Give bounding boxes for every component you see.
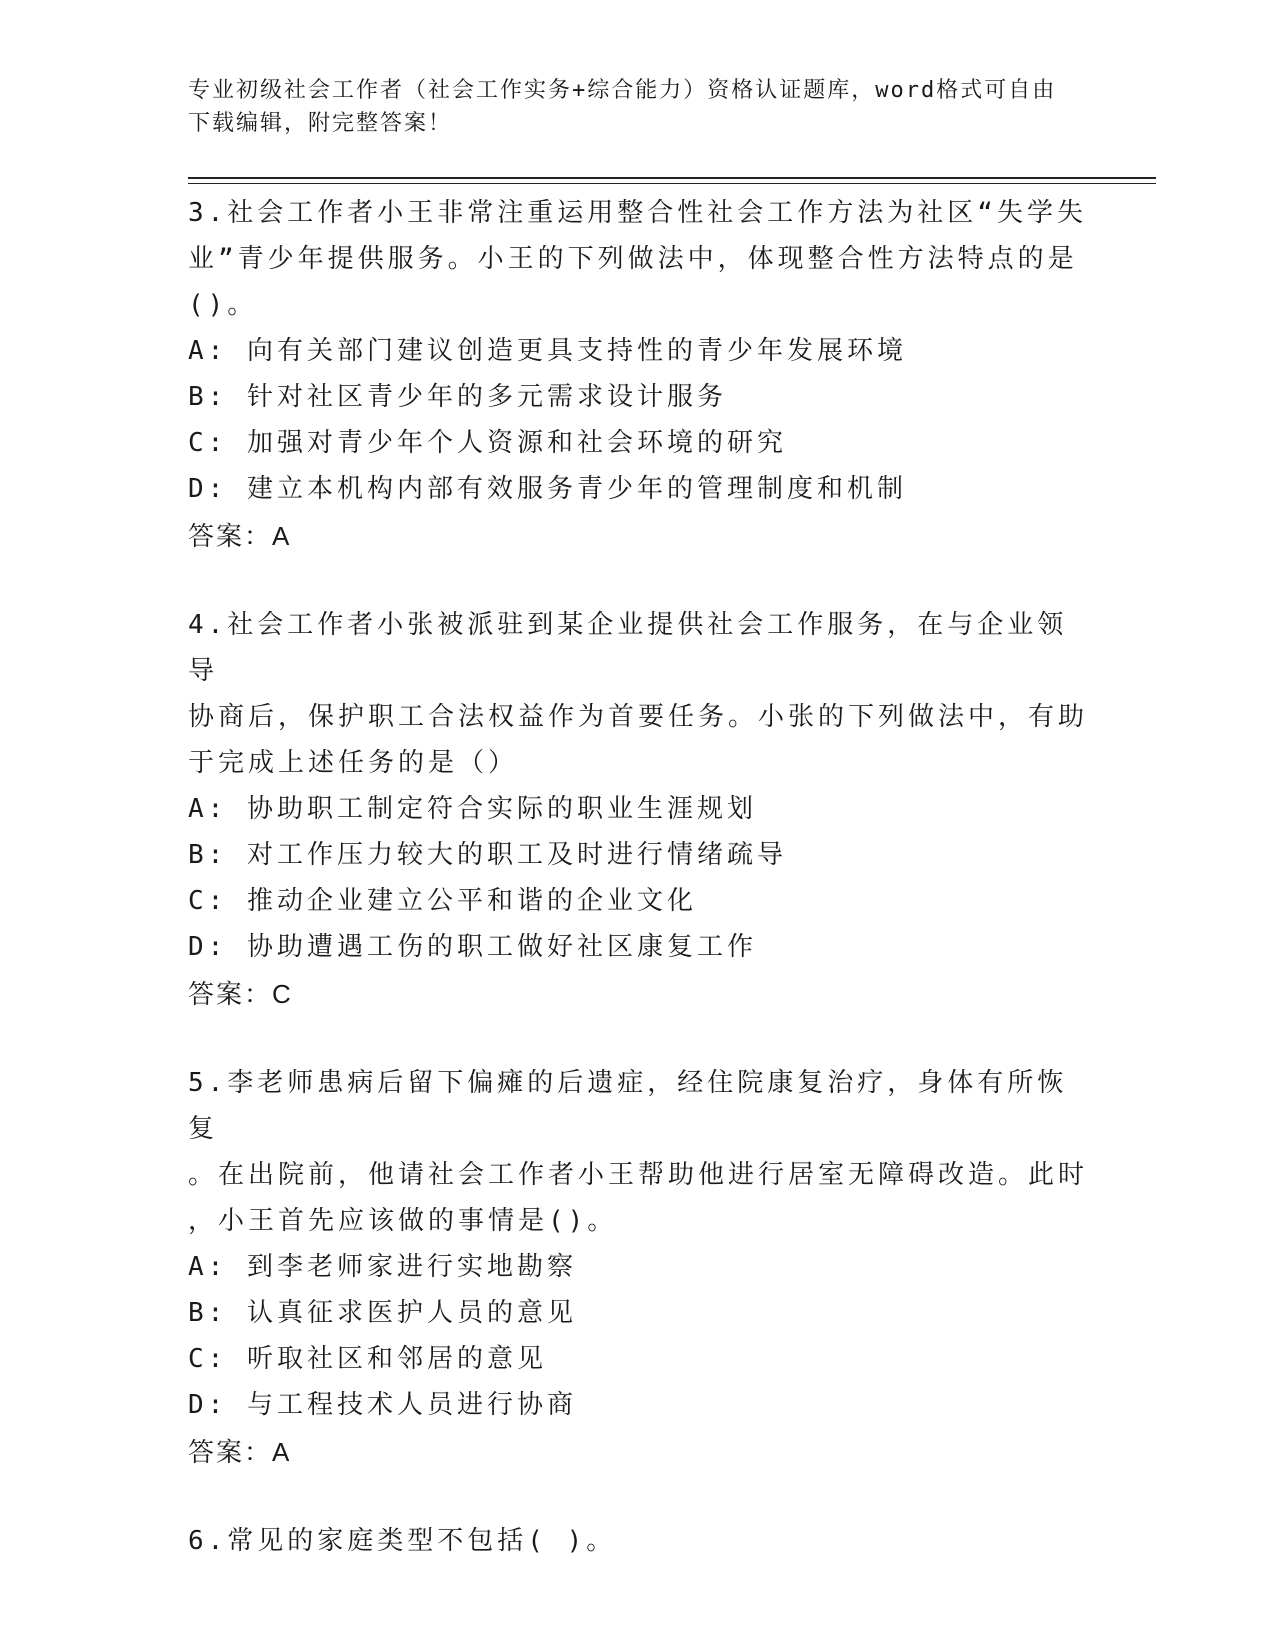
question-block bbox=[188, 1518, 1088, 1564]
answer-option: D: 与工程技术人员进行协商 bbox=[188, 1390, 577, 1420]
question-stem-line: 协商后，保护职工合法权益作为首要任务。小张的下列做法中，有助 bbox=[188, 702, 1089, 732]
answer-option: D: 建立本机构内部有效服务青少年的管理制度和机制 bbox=[188, 474, 907, 504]
question-stem-line: 业”青少年提供服务。小王的下列做法中，体现整合性方法特点的是 bbox=[188, 244, 1078, 274]
answer-option: A: 向有关部门建议创造更具支持性的青少年发展环境 bbox=[188, 336, 907, 366]
answer-option: C: 加强对青少年个人资源和社会环境的研究 bbox=[188, 428, 787, 458]
answer-option: A: 到李老师家进行实地勘察 bbox=[188, 1252, 577, 1282]
question-stem-line: 3.社会工作者小王非常注重运用整合性社会工作方法为社区“失学失 bbox=[188, 198, 1087, 228]
header-line-1: 专业初级社会工作者（社会工作实务+综合能力）资格认证题库，word格式可自由 bbox=[188, 78, 1057, 103]
question-stem-line: 4.社会工作者小张被派驻到某企业提供社会工作服务，在与企业领导 bbox=[188, 610, 1068, 686]
question-list bbox=[188, 190, 1088, 1606]
question-stem-line: ()。 bbox=[188, 290, 258, 320]
answer-option: A: 协助职工制定符合实际的职业生涯规划 bbox=[188, 794, 757, 824]
answer-option: C: 听取社区和邻居的意见 bbox=[188, 1344, 547, 1374]
question-stem-line: 于完成上述任务的是（） bbox=[188, 748, 519, 778]
question-block bbox=[188, 602, 1088, 1018]
question-stem-line: 5.李老师患病后留下偏瘫的后遗症，经住院康复治疗，身体有所恢复 bbox=[188, 1068, 1068, 1144]
question-stem-line: 。在出院前，他请社会工作者小王帮助他进行居室无障碍改造。此时 bbox=[188, 1160, 1089, 1190]
header-line-2: 下载编辑，附完整答案！ bbox=[188, 111, 453, 136]
question-block bbox=[188, 1060, 1088, 1476]
header-rule-thin bbox=[188, 183, 1156, 184]
answer-option: B: 认真征求医护人员的意见 bbox=[188, 1298, 577, 1328]
answer-option: B: 对工作压力较大的职工及时进行情绪疏导 bbox=[188, 840, 787, 870]
answer-key: 答案：A bbox=[188, 521, 292, 551]
question-stem-line: ，小王首先应该做的事情是()。 bbox=[188, 1206, 618, 1236]
answer-option: C: 推动企业建立公平和谐的企业文化 bbox=[188, 886, 697, 916]
document-header bbox=[188, 74, 1088, 140]
answer-key: 答案：A bbox=[188, 1437, 292, 1467]
question-stem-line: 6.常见的家庭类型不包括( )。 bbox=[188, 1526, 617, 1556]
question-block bbox=[188, 190, 1088, 560]
header-rule-thick bbox=[188, 177, 1156, 179]
answer-option: D: 协助遭遇工伤的职工做好社区康复工作 bbox=[188, 932, 757, 962]
answer-key: 答案：C bbox=[188, 979, 293, 1009]
answer-option: B: 针对社区青少年的多元需求设计服务 bbox=[188, 382, 727, 412]
